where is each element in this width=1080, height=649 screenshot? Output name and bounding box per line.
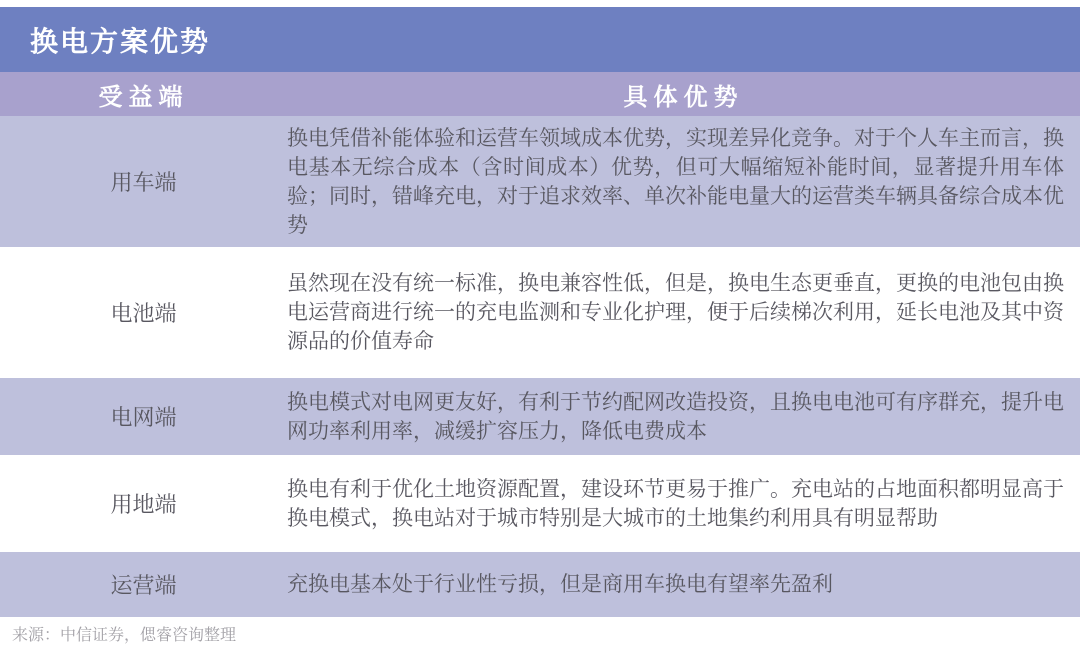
table-row: [0, 378, 1080, 455]
row-label: 电网端: [110, 405, 177, 430]
source-note: 来源：中信证券，偲睿咨询整理: [12, 626, 237, 644]
row-text: 换电有利于优化土地资源配置，建设环节更易于推广。充电站的占地面积都明显高于换电模式，换电站对于城市特别是大城市的土地集约利用具有明显帮助: [287, 477, 1064, 530]
advantages-table: [0, 72, 1080, 617]
figure-title: 换电方案优势: [30, 26, 211, 58]
table-row: [0, 455, 1080, 552]
row-text: 充换电基本处于行业性亏损，但是商用车换电有望率先盈利: [287, 573, 833, 596]
row-label: 用地端: [110, 492, 177, 517]
row-label: 用车端: [110, 170, 177, 195]
table-row: [0, 116, 1080, 247]
row-text: 虽然现在没有统一标准，换电兼容性低，但是，换电生态更垂直，更换的电池包由换电运营商进行统一的充电监测和专业化护理，便于后续梯次利用，延长电池及其中资源品的价值寿命: [287, 272, 1064, 353]
row-label: 运营端: [110, 573, 177, 598]
table-row: [0, 552, 1080, 617]
table-row: [0, 247, 1080, 378]
column-header-advantages: 具体优势: [623, 84, 744, 111]
table-header-row: [0, 72, 1080, 116]
row-label: 电池端: [110, 301, 177, 326]
row-text: 换电凭借补能体验和运营车领域成本优势，实现差异化竞争。对于个人车主而言，换电基本无综合成本（含时间成本）优势，但可大幅缩短补能时间，显著提升用车体验；同时，错峰充电，对于追求效率、单次补能电量大的运营类车辆具备综合成本优势: [287, 126, 1064, 237]
title-bar: [0, 7, 1080, 72]
column-header-beneficiary: 受益端: [98, 84, 189, 111]
row-text: 换电模式对电网更友好，有利于节约配网改造投资，且换电电池可有序群充，提升电网功率利用率，减缓扩容压力，降低电费成本: [287, 390, 1064, 443]
